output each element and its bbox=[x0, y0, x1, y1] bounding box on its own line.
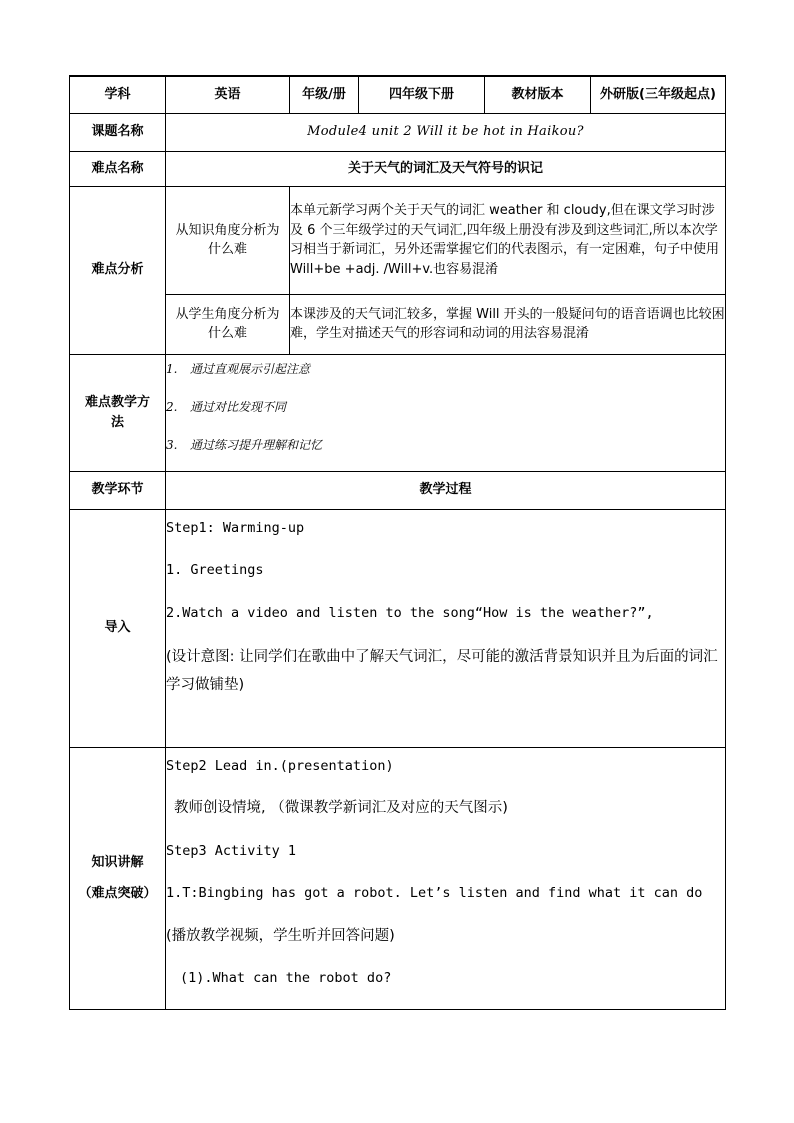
knowledge-sublabel: （难点突破） bbox=[78, 886, 157, 901]
topic-row bbox=[70, 113, 726, 151]
intro-line: 1. Greetings bbox=[166, 562, 264, 578]
student-angle-label: 从学生角度分析为什么难 bbox=[166, 294, 290, 354]
methods-list bbox=[166, 354, 726, 471]
methods-label: 难点教学方法 bbox=[70, 354, 166, 471]
topic-value: Module4 unit 2 Will it be hot in Haikou? bbox=[166, 113, 726, 151]
methods-row bbox=[70, 354, 726, 471]
knowledge-row bbox=[70, 747, 726, 1009]
subject-label: 学科 bbox=[70, 76, 166, 113]
difficulty-value: 关于天气的词汇及天气符号的识记 bbox=[166, 151, 726, 186]
knowledge-line: 教师创设情境, （微课教学新词汇及对应的天气图示) bbox=[174, 800, 508, 816]
header-row bbox=[70, 76, 726, 113]
knowledge-angle-text: 本单元新学习两个关于天气的词汇 weather 和 cloudy,但在课文学习时涉及 6 个三年级学过的天气词汇,四年级上册没有涉及到这些词汇,所以本次学习相当于新词汇，另外还需掌握它们的代表图示，有一定困难，句子中使用 Will+be +adj. /Will+v.也容易混淆 bbox=[290, 186, 726, 294]
intro-line: 2.Watch a video and listen to the song“How is the weather?”, bbox=[166, 604, 654, 621]
intro-row bbox=[70, 509, 726, 747]
stage-label: 教学环节 bbox=[70, 471, 166, 509]
knowledge-line: (播放教学视频，学生听并回答问题) bbox=[166, 927, 395, 944]
knowledge-content bbox=[166, 747, 726, 1009]
lesson-plan-table bbox=[69, 75, 726, 1010]
topic-label: 课题名称 bbox=[70, 113, 166, 151]
process-header-row bbox=[70, 471, 726, 509]
method-item: 2. 通过对比发现不同 bbox=[166, 399, 287, 414]
grade-label: 年级/册 bbox=[290, 76, 359, 113]
knowledge-line: Step2 Lead in.(presentation) bbox=[166, 757, 394, 774]
student-angle-text: 本课涉及的天气词汇较多，掌握 Will 开头的一般疑问句的语音语调也比较困难，学生对描述天气的形容词和动词的用法容易混淆 bbox=[290, 294, 726, 354]
edition-value: 外研版(三年级起点) bbox=[591, 76, 726, 113]
intro-content bbox=[166, 509, 726, 747]
difficulty-row bbox=[70, 151, 726, 186]
subject-value: 英语 bbox=[166, 76, 290, 113]
knowledge-line: 1.T:Bingbing has got a robot. Let’s listen and find what it can do bbox=[166, 885, 703, 901]
grade-value: 四年级下册 bbox=[359, 76, 485, 113]
analysis-student-row bbox=[70, 294, 726, 354]
analysis-label: 难点分析 bbox=[70, 186, 166, 354]
knowledge-label-cell bbox=[70, 747, 166, 1009]
edition-label: 教材版本 bbox=[485, 76, 591, 113]
knowledge-line: Step3 Activity 1 bbox=[166, 842, 297, 859]
method-item: 1. 通过直观展示引起注意 bbox=[166, 361, 311, 376]
knowledge-angle-label: 从知识角度分析为什么难 bbox=[166, 186, 290, 294]
intro-design-note: (设计意图: 让同学们在歌曲中了解天气词汇，尽可能的激活背景知识并且为后面的词汇学习做铺垫) bbox=[166, 649, 718, 693]
difficulty-label: 难点名称 bbox=[70, 151, 166, 186]
method-item: 3. 通过练习提升理解和记忆 bbox=[166, 437, 323, 452]
knowledge-line: (1).What can the robot do? bbox=[180, 970, 392, 986]
analysis-knowledge-row bbox=[70, 186, 726, 294]
intro-label: 导入 bbox=[70, 509, 166, 747]
process-label: 教学过程 bbox=[166, 471, 726, 509]
knowledge-label: 知识讲解 bbox=[91, 854, 144, 870]
intro-line: Step1: Warming-up bbox=[166, 519, 305, 536]
